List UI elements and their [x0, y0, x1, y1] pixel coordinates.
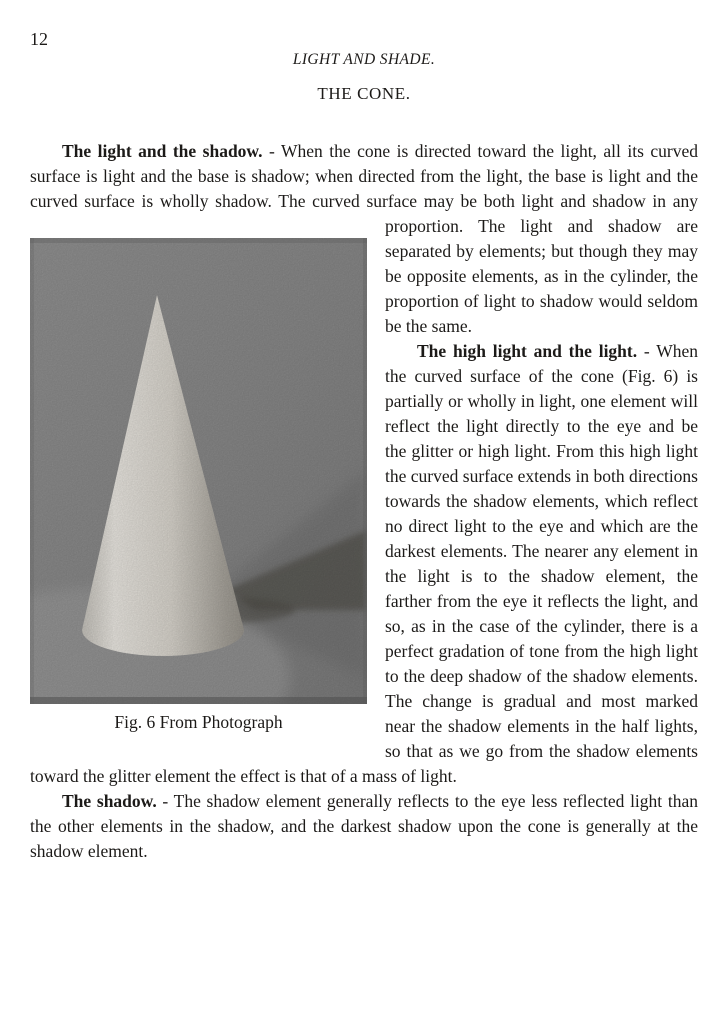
- paragraph-1-dash: -: [262, 141, 281, 161]
- section-title: THE CONE.: [317, 84, 411, 103]
- figure-6: [30, 238, 367, 735]
- photo-grain-texture: [30, 238, 367, 704]
- paragraph-2-text: When the curved surface of the cone (Fig. 6) is partially or wholly in light, one element will reflect the light directly to the eye and be the glitter or high light. From this high light the curved surface extends in both directions towards the shadow elements, which reflect no direct light to the eye and which are the darkest elements. The nearer any element in the light is to the shadow element, the farther from the eye it reflects the light, and so, as in the case of the cylinder, there is a perfect gradation of tone from the high light to the deep shadow of the shadow elements. The change is gradual and most marked near the shadow elements in the half lights, so that as we go from the shadow elements toward the glitter element the effect is that of a mass of light.: [30, 341, 698, 786]
- cone-photograph: [30, 238, 367, 704]
- page-number: 12: [30, 29, 48, 49]
- paragraph-3-lead: The shadow.: [62, 791, 157, 811]
- paragraph-3-dash: -: [156, 791, 174, 811]
- paragraph-3: [30, 789, 698, 864]
- figure-caption: Fig. 6 From Photograph: [114, 712, 283, 732]
- photo-edge-left: [30, 238, 34, 704]
- body-text: [30, 139, 698, 864]
- photo-edge-top: [30, 238, 367, 243]
- paragraph-2-dash: -: [637, 341, 657, 361]
- paragraph-2-lead: The high light and the light.: [417, 341, 638, 361]
- photo-edge-bottom: [30, 697, 367, 704]
- paragraph-1-text-after-figure: may be both light and shadow in any proportion. The light and shadow are separated by elements; but though they may be opposite elements, as in the cylinder, the proportion of light to shadow would seldom be the same.: [385, 191, 699, 336]
- photo-edge-right: [363, 238, 367, 704]
- paragraph-1-lead: The light and the shadow.: [62, 141, 263, 161]
- running-title: LIGHT AND SHADE.: [292, 51, 436, 68]
- paragraph-1-text-before-figure: When the cone is directed toward the light, all its curved surface is light and the base is shadow; when directed from the light, the base is light and the curved surface is wholly shadow. The curved surface: [30, 141, 698, 211]
- paragraph-3-text: The shadow element generally reflects to the eye less reflected light than the other elements in the shadow, and the darkest shadow upon the cone is generally at the shadow element.: [30, 791, 698, 861]
